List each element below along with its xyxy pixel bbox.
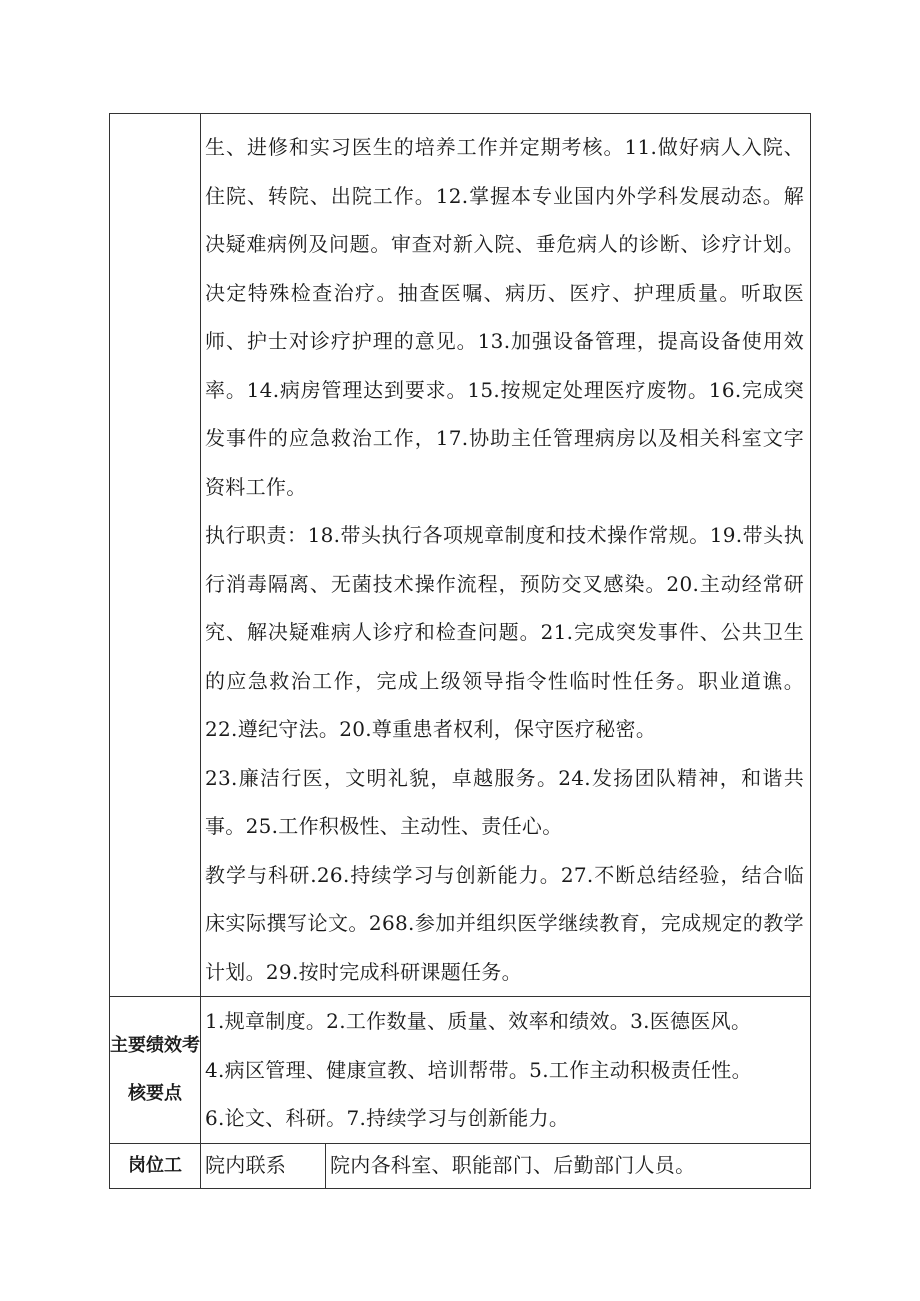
duties-paragraph: 执行职责：18.带头执行各项规章制度和技术操作常规。19.带头执行消毒隔离、无菌技术操作流程，预防交叉感染。20.主动经常研究、解决疑难病人诊疗和检查问题。21.完成突发事件、公共卫生的应急救治工作，完成上级领导指令性临时性任务。职业道谯。22.遵纪守法。20.尊重患者权利，保守医疗秘密。 xyxy=(205,523,804,741)
post-label: 岗位工 xyxy=(110,1143,201,1188)
kpi-line: 6.论文、科研。7.持续学习与创新能力。 xyxy=(205,1106,570,1130)
duties-paragraph: 23.廉洁行医，文明礼貌，卓越服务。24.发扬团队精神，和谐共事。25.工作积极性、主动性、责任心。 xyxy=(205,765,804,838)
kpi-line: 1.规章制度。2.工作数量、质量、效率和绩效。3.医德医风。 xyxy=(205,1009,752,1033)
post-sub-label: 院内联系 xyxy=(205,1152,287,1177)
kpi-line: 4.病区管理、健康宣教、培训帮带。5.工作主动积极责任性。 xyxy=(205,1057,752,1082)
post-value-cell xyxy=(326,1143,811,1188)
duties-content-cell xyxy=(201,114,811,997)
post-sub-label-cell xyxy=(201,1143,326,1188)
post-row xyxy=(110,1143,811,1188)
post-value: 院内各科室、职能部门、后勤部门人员。 xyxy=(330,1152,696,1177)
duties-paragraph: 教学与科研.26.持续学习与创新能力。27.不断总结经验，结合临床实际撰写论文。268.参加并组织医学继续教育，完成规定的教学计划。29.按时完成科研课题任务。 xyxy=(205,862,804,984)
kpi-content-cell xyxy=(201,997,811,1144)
kpi-label: 主要绩效考核要点 xyxy=(110,997,201,1144)
duties-row xyxy=(110,114,811,997)
duties-label-cell xyxy=(110,114,201,997)
duties-paragraph: 生、进修和实习医生的培养工作并定期考核。11.做好病人入院、住院、转院、出院工作。12.掌握本专业国内外学科发展动态。解决疑难病例及问题。审查对新入院、垂危病人的诊断、诊疗计划。决定特殊检查治疗。抽查医嘱、病历、医疗、护理质量。听取医师、护士对诊疗护理的意见。13.加强设备管理，提高设备使用效率。14.病房管理达到要求。15.按规定处理医疗废物。16.完成突发事件的应急救治工作，17.协助主任管理病房以及相关科室文字资料工作。 xyxy=(205,135,804,499)
kpi-row xyxy=(110,997,811,1144)
job-description-table xyxy=(109,113,811,1189)
